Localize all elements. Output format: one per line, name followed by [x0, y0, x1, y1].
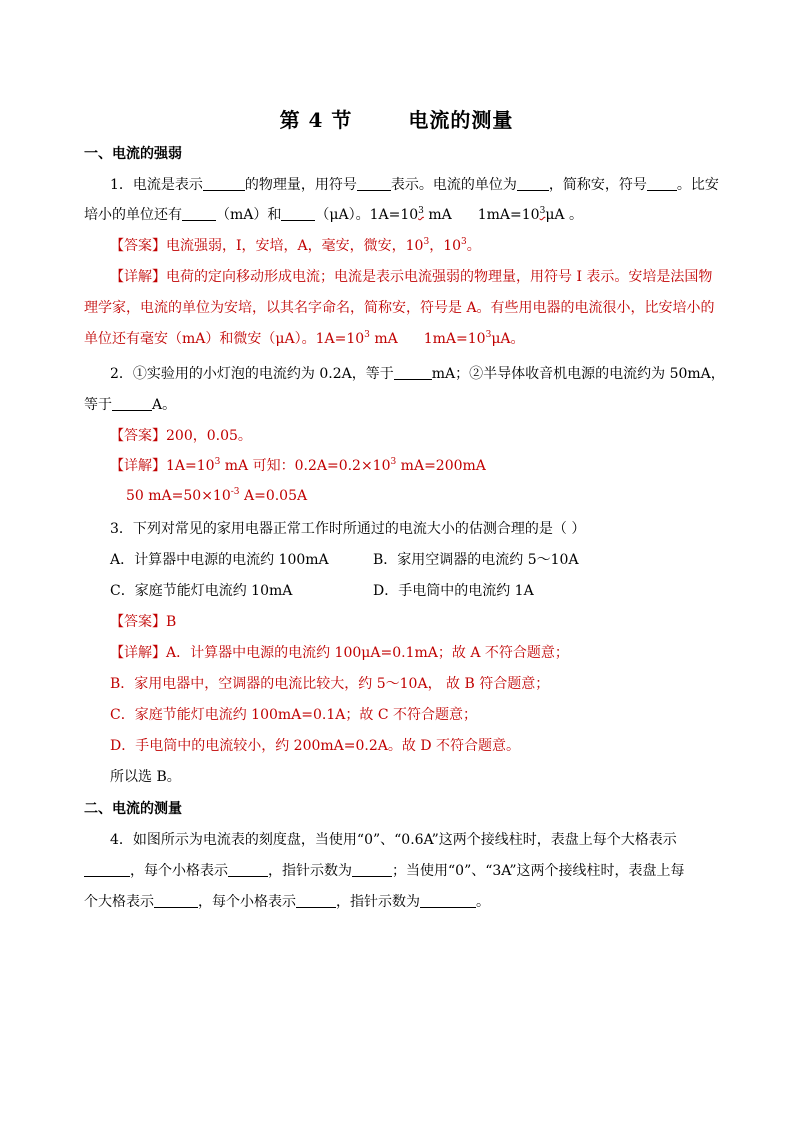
answer-text: 。 — [466, 238, 481, 254]
q1-text: 1．电流是表示 — [110, 177, 203, 193]
detail-text: 单位还有毫安（mA）和微安（μA）。1A=10 — [84, 331, 365, 347]
option-b: B．家用空调器的电流约 5～10A — [373, 552, 579, 568]
detail-tag: 【详解】 — [110, 458, 166, 474]
q3-stem: 3．下列对常见的家用电器正常工作时所通过的电流大小的估测合理的是（ ） — [110, 521, 586, 537]
q1-detail-3 — [84, 329, 525, 349]
answer-blank — [281, 206, 315, 221]
q4-line-1: 4．如图所示为电流表的刻度盘，当使用“0”、“0.6A”这两个接线柱时，表盘上每个大格表示 — [110, 832, 677, 848]
detail-text: μA。 — [491, 331, 525, 347]
detail-text: A．计算器中电源的电流约 100μA=0.1mA；故 A 不符合题意； — [166, 645, 569, 661]
q4-text: ；当使用“0”、“3A”这两个接线柱时，表盘上每 — [392, 863, 685, 879]
q1-text: mA — [423, 207, 452, 223]
detail-text: mA 可知：0.2A=0.2×10 — [220, 458, 391, 474]
q1-text: （μA）。1A=10 — [315, 207, 419, 223]
q1-detail-2: 理学家，电流的单位为安培，以其名字命名，简称安，符号是 A。有些用电器的电流很小，比安培小的 — [84, 300, 715, 316]
answer-tag: 【答案】 — [110, 238, 166, 254]
q1-text: 。比安 — [676, 177, 719, 193]
answer-blank — [357, 176, 391, 191]
q1-text: 1mA=10 — [477, 207, 540, 223]
q1-text: μA 。 — [545, 207, 583, 223]
answer-blank — [352, 862, 392, 877]
answer-blank — [203, 176, 245, 191]
answer-text: 200，0.05。 — [166, 428, 252, 444]
superscript: 3 — [214, 457, 221, 467]
q1-detail-1 — [110, 267, 712, 287]
q2-text: mA；②半导体收音机电源的电流约为 50mA， — [431, 366, 725, 382]
title-section-name: 电流的测量 — [408, 108, 514, 132]
answer-blank — [296, 893, 336, 908]
option-d: D．手电筒中的电流约 1A — [373, 583, 534, 599]
section-heading-2: 二、电流的测量 — [84, 801, 182, 817]
page-title — [0, 104, 793, 133]
answer-blank — [84, 862, 130, 877]
q4-text: 。 — [476, 894, 490, 910]
answer-tag: 【答案】 — [110, 614, 166, 630]
answer-blank — [182, 206, 216, 221]
q1-text: ，简称安，符号 — [548, 177, 647, 193]
q3-detail-1 — [110, 643, 569, 663]
q1-text: 表示。电流的单位为 — [390, 177, 517, 193]
answer-text: ，10 — [429, 238, 462, 254]
q2-line-1 — [110, 364, 725, 384]
q2-text: 等于 — [84, 397, 112, 413]
q2-text: A。 — [152, 397, 177, 413]
q4-text: ，指针示数为 — [268, 863, 352, 879]
detail-text: 1A=10 — [166, 458, 215, 474]
q2-detail-1 — [110, 456, 486, 476]
answer-text: B — [166, 614, 177, 630]
option-a: A．计算器中电源的电流约 100mA — [110, 552, 329, 568]
detail-tag: 【详解】 — [110, 269, 166, 285]
q4-text: ，每个小格表示 — [198, 894, 296, 910]
detail-text: 电荷的定向移动形成电流；电流是表示电流强弱的物理量，用符号 I 表示。安培是法国物 — [166, 269, 713, 285]
q4-text: ，每个小格表示 — [130, 863, 228, 879]
answer-blank — [420, 893, 476, 908]
superscript: -3 — [230, 487, 240, 497]
superscript: 3 — [364, 330, 370, 340]
detail-text: mA — [369, 331, 398, 347]
answer-blank — [154, 893, 198, 908]
answer-tag: 【答案】 — [110, 428, 166, 444]
q1-text: 的物理量，用符号 — [244, 177, 357, 193]
q4-line-2 — [84, 861, 685, 881]
option-c: C．家庭节能灯电流约 10mA — [110, 583, 293, 599]
q3-detail-4: D．手电筒中的电流较小，约 200mA=0.2A。故 D 不符合题意。 — [110, 738, 521, 754]
q1-answer — [110, 236, 481, 256]
detail-text: 50 mA=50×10 — [126, 488, 231, 504]
superscript: 3 — [539, 206, 546, 216]
detail-text: A=0.05A — [239, 488, 308, 504]
answer-blank — [517, 176, 549, 191]
answer-blank — [228, 862, 268, 877]
q3-options-row-1 — [110, 550, 329, 570]
q2-detail-2 — [126, 486, 307, 506]
q3-detail-3: C．家庭节能灯电流约 100mA=0.1A；故 C 不符合题意； — [110, 707, 477, 723]
q1-text: （mA）和 — [216, 207, 282, 223]
superscript: 3 — [485, 330, 492, 340]
q1-line-1 — [110, 175, 719, 195]
title-section-number: 第 4 节 — [279, 108, 353, 132]
detail-text: mA=200mA — [396, 458, 486, 474]
q1-text: 培小的单位还有 — [84, 207, 182, 223]
superscript: 3 — [461, 237, 467, 247]
answer-blank — [647, 176, 677, 191]
answer-text: 电流强弱，I，安培，A，毫安，微安，10 — [166, 238, 424, 254]
detail-tag: 【详解】 — [110, 645, 166, 661]
section-heading-1: 一、电流的强弱 — [84, 146, 182, 162]
q4-text: 个大格表示 — [84, 894, 154, 910]
q4-text: ，指针示数为 — [336, 894, 420, 910]
detail-text: 1mA=10 — [423, 331, 486, 347]
q2-line-2 — [84, 395, 176, 415]
answer-blank — [394, 365, 432, 380]
q3-detail-2: B．家用电器中，空调器的电流比较大，约 5～10A， 故 B 符合题意； — [110, 676, 550, 692]
q3-conclusion: 所以选 B。 — [110, 769, 181, 785]
q3-answer — [110, 612, 176, 632]
answer-blank — [112, 396, 152, 411]
superscript: 3 — [418, 206, 424, 216]
superscript: 3 — [423, 237, 430, 247]
q2-text: 2．①实验用的小灯泡的电流约为 0.2A，等于 — [110, 366, 394, 382]
q2-answer — [110, 426, 252, 446]
q1-line-2 — [84, 205, 583, 225]
q4-line-3 — [84, 892, 490, 912]
superscript: 3 — [390, 457, 397, 467]
